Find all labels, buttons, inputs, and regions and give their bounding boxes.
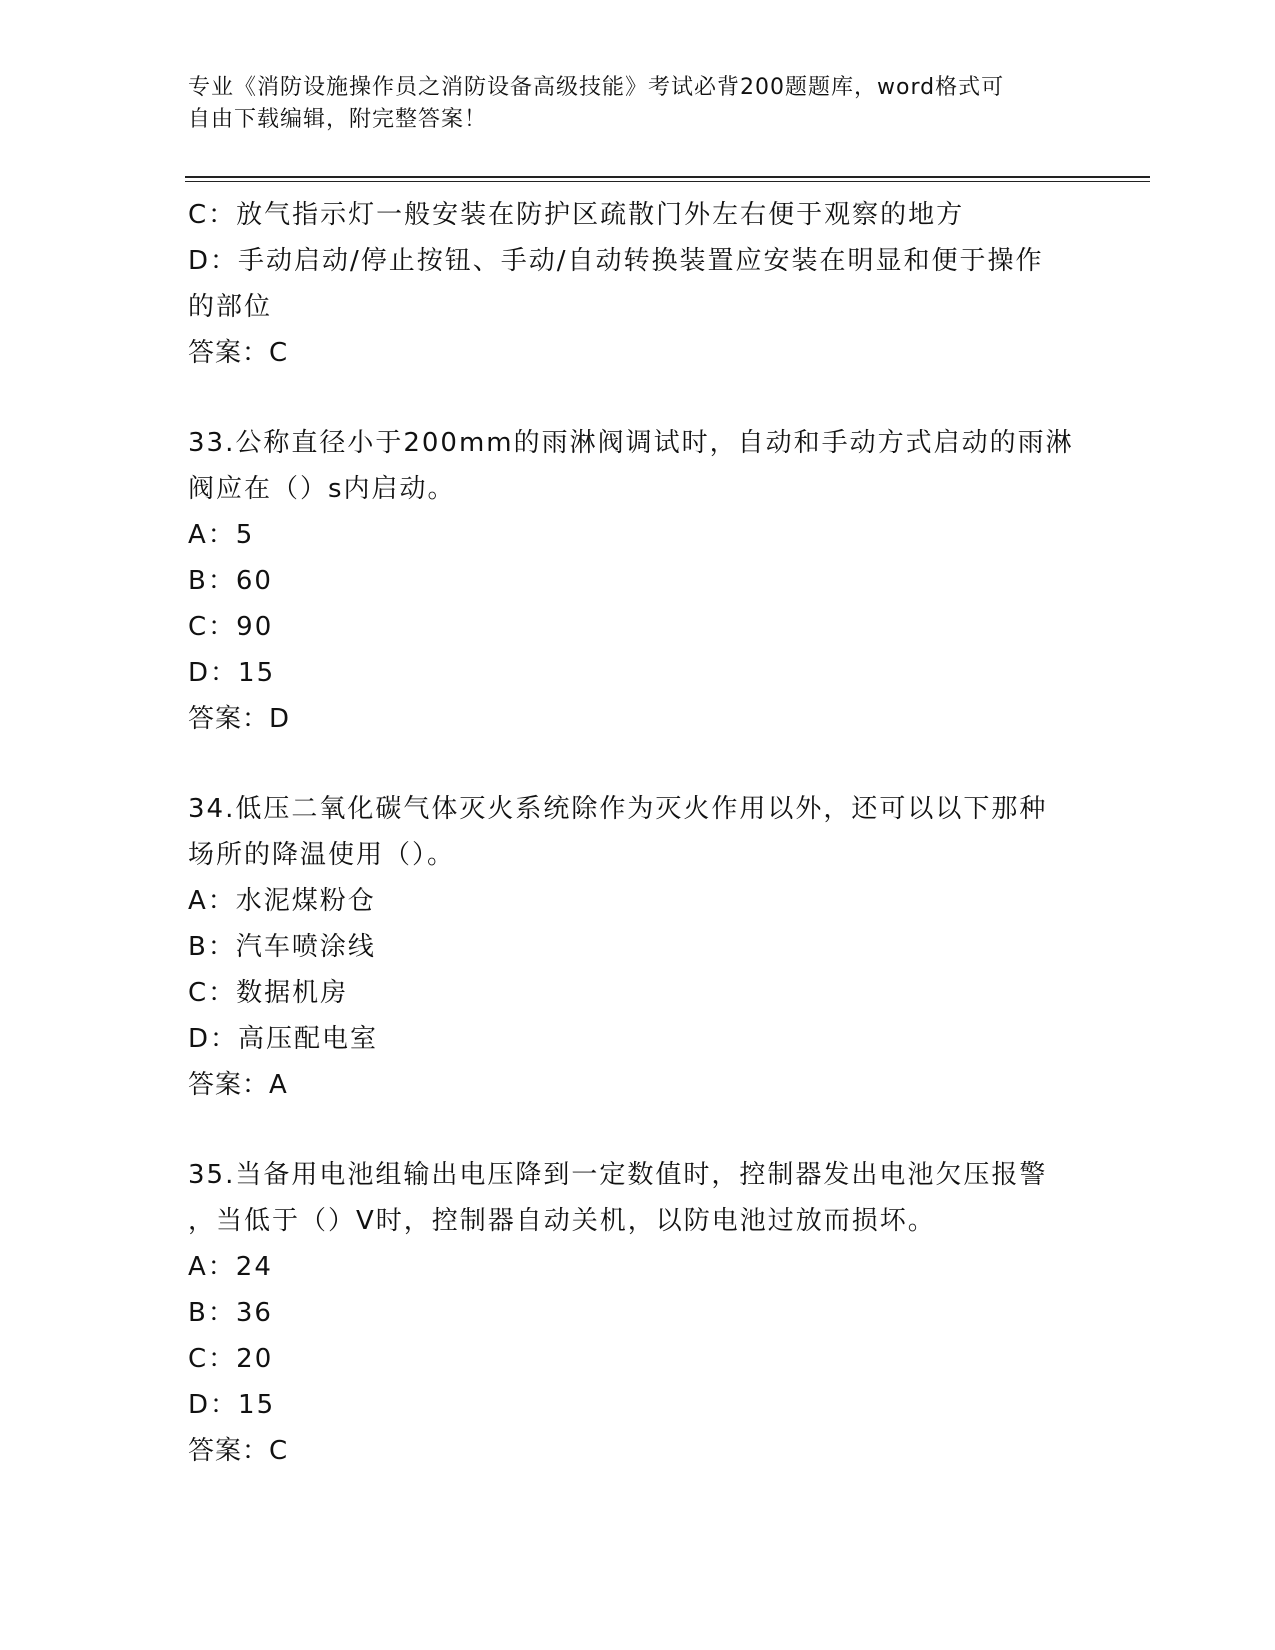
question-35 (188, 1152, 1088, 1474)
option-c: C：20 (188, 1344, 274, 1374)
option-a: A：24 (188, 1252, 273, 1282)
option-b: B：60 (188, 566, 273, 596)
document-header (188, 72, 1088, 136)
question-stem-continued: 场所的降温使用（）。 (188, 840, 456, 870)
question-stem: 34.低压二氧化碳气体灭火系统除作为灭火作用以外，还可以以下那种 (188, 794, 1048, 824)
question-33 (188, 420, 1088, 742)
answer: 答案：D (188, 704, 291, 734)
answer: 答案：C (188, 1436, 289, 1466)
header-rule-thick (185, 176, 1150, 178)
option-d: D：高压配电室 (188, 1024, 379, 1054)
question-stem: 35.当备用电池组输出电压降到一定数值时，控制器发出电池欠压报警 (188, 1160, 1048, 1190)
option-c: C：放气指示灯一般安装在防护区疏散门外左右便于观察的地方 (188, 200, 965, 230)
document-body (188, 192, 1088, 1474)
question-stem-continued: ，当低于（）V时，控制器自动关机，以防电池过放而损坏。 (188, 1206, 936, 1236)
option-b: B：汽车喷涂线 (188, 932, 376, 962)
answer: 答案：A (188, 1070, 288, 1100)
option-b: B：36 (188, 1298, 273, 1328)
header-line-1: 专业《消防设施操作员之消防设备高级技能》考试必背200题题库，word格式可 (188, 75, 1005, 100)
question-34 (188, 786, 1088, 1108)
option-d: D：手动启动/停止按钮、手动/自动转换装置应安装在明显和便于操作 (188, 246, 1044, 276)
option-d: D：15 (188, 658, 276, 688)
option-c: C：90 (188, 612, 274, 642)
option-d: D：15 (188, 1390, 276, 1420)
option-a: A：水泥煤粉仓 (188, 886, 376, 916)
header-rule-thin (185, 181, 1150, 182)
question-stem-continued: 阀应在（）s内启动。 (188, 474, 456, 504)
option-a: A：5 (188, 520, 255, 550)
question-32-remainder (188, 192, 1088, 376)
option-d-continued: 的部位 (188, 292, 273, 322)
question-stem: 33.公称直径小于200mm的雨淋阀调试时，自动和手动方式启动的雨淋 (188, 428, 1074, 458)
option-c: C：数据机房 (188, 978, 349, 1008)
header-line-2: 自由下载编辑，附完整答案！ (188, 107, 488, 132)
answer: 答案：C (188, 338, 289, 368)
